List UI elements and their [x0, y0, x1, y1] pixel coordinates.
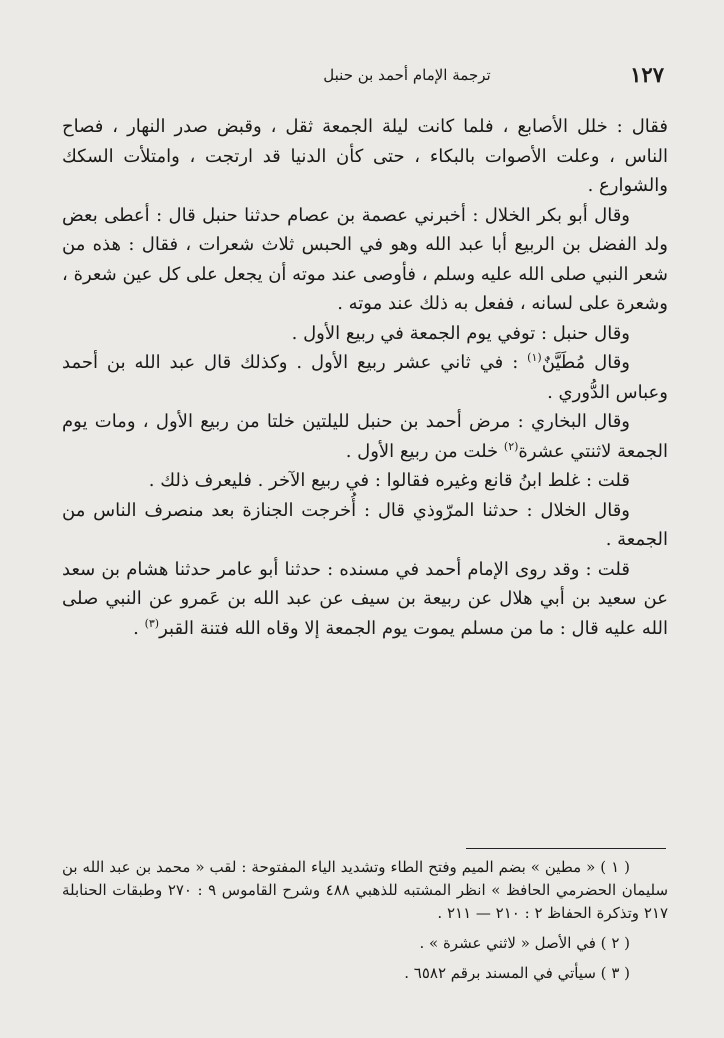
paragraph-text: وقال مُطَيَّنٌ: [541, 352, 630, 373]
footnote: ( ١ ) « مطين » بضم الميم وفتح الطاء وتشديد الياء المفتوحة : لقب « محمد بن عبد الله بن سليمان الحضرمي الحافظ » انظر المشتبه للذهبي ٤٨٨ وشرح القاموس ٩ : ٢٧٠ وطبقات الحنابلة ٢١٧ وتذكرة الحفاظ ٢ : ٢١٠ — ٢١١ .: [62, 858, 669, 922]
paragraph-text: : في ثاني عشر ربيع الأول . وكذلك قال عبد الله بن أحمد وعباس الدُّوري .: [62, 352, 668, 403]
paragraph: [62, 555, 668, 644]
footnote-marker: (١): [527, 351, 542, 364]
paragraph: [62, 348, 668, 407]
footnotes: [62, 856, 668, 992]
paragraph: قلت : غلط ابنُ قانع وغيره فقالوا : في ربيع الآخر . فليعرف ذلك .: [148, 470, 630, 491]
main-text: [62, 112, 668, 643]
page-header: [150, 62, 664, 92]
footnote: ( ٢ ) في الأصل « لاثني عشرة » .: [419, 934, 630, 952]
paragraph-text: .: [133, 617, 145, 639]
page-number: ١٢٧: [630, 62, 664, 87]
footnote: ( ٣ ) سيأتي في المسند برقم ٦٥٨٢ .: [404, 964, 630, 982]
paragraph: [62, 407, 668, 466]
paragraph: وقال حنبل : توفي يوم الجمعة في ربيع الأول .: [291, 322, 630, 344]
footnote-marker: (٣): [144, 616, 160, 630]
footnote-separator: [466, 848, 666, 849]
paragraph-text: وقال البخاري : مرض أحمد بن حنبل لليلتين خلتا من ربيع الأول ، ومات يوم الجمعة لاثنتي عشرة: [62, 411, 668, 462]
paragraph-text: قلت : وقد روى الإمام أحمد في مسنده : حدثنا أبو عامر حدثنا هشام بن سعد عن سعيد بن أبي هلال عن ربيعة بن سيف عن عبد الله بن عَمرو عن النبي صلى الله عليه قال : ما من مسلم يموت يوم الجمعة إلا وقاه الله فتنة القبر: [62, 558, 668, 639]
paragraph: فقال : خلل الأصابع ، فلما كانت ليلة الجمعة ثقل ، وقبض صدر النهار ، فصاح الناس ، وعلت الأصوات بالبكاء ، حتى كأن الدنيا قد ارتجت ، وامتلأت السكك والشوارع .: [62, 116, 668, 196]
footnote-marker: (٢): [503, 439, 519, 453]
paragraph: وقال الخلال : حدثنا المرّوذي قال : أُخرجت الجنازة بعد منصرف الناس من الجمعة .: [62, 499, 668, 550]
running-title: ترجمة الإمام أحمد بن حنبل: [323, 66, 491, 84]
paragraph: وقال أبو بكر الخلال : أخبرني عصمة بن عصام حدثنا حنبل قال : أعطى بعض ولد الفضل بن الربيع أبا عبد الله وهو في الحبس ثلاث شعرات ، فقال : هذه من شعر النبي صلى الله عليه وسلم ، فأوصى عند موته أن يجعل على كل عين شعرة ، وشعرة على لسانه ، ففعل به ذلك عند موته .: [62, 204, 668, 314]
paragraph-text: خلت من ربيع الأول .: [345, 440, 504, 462]
